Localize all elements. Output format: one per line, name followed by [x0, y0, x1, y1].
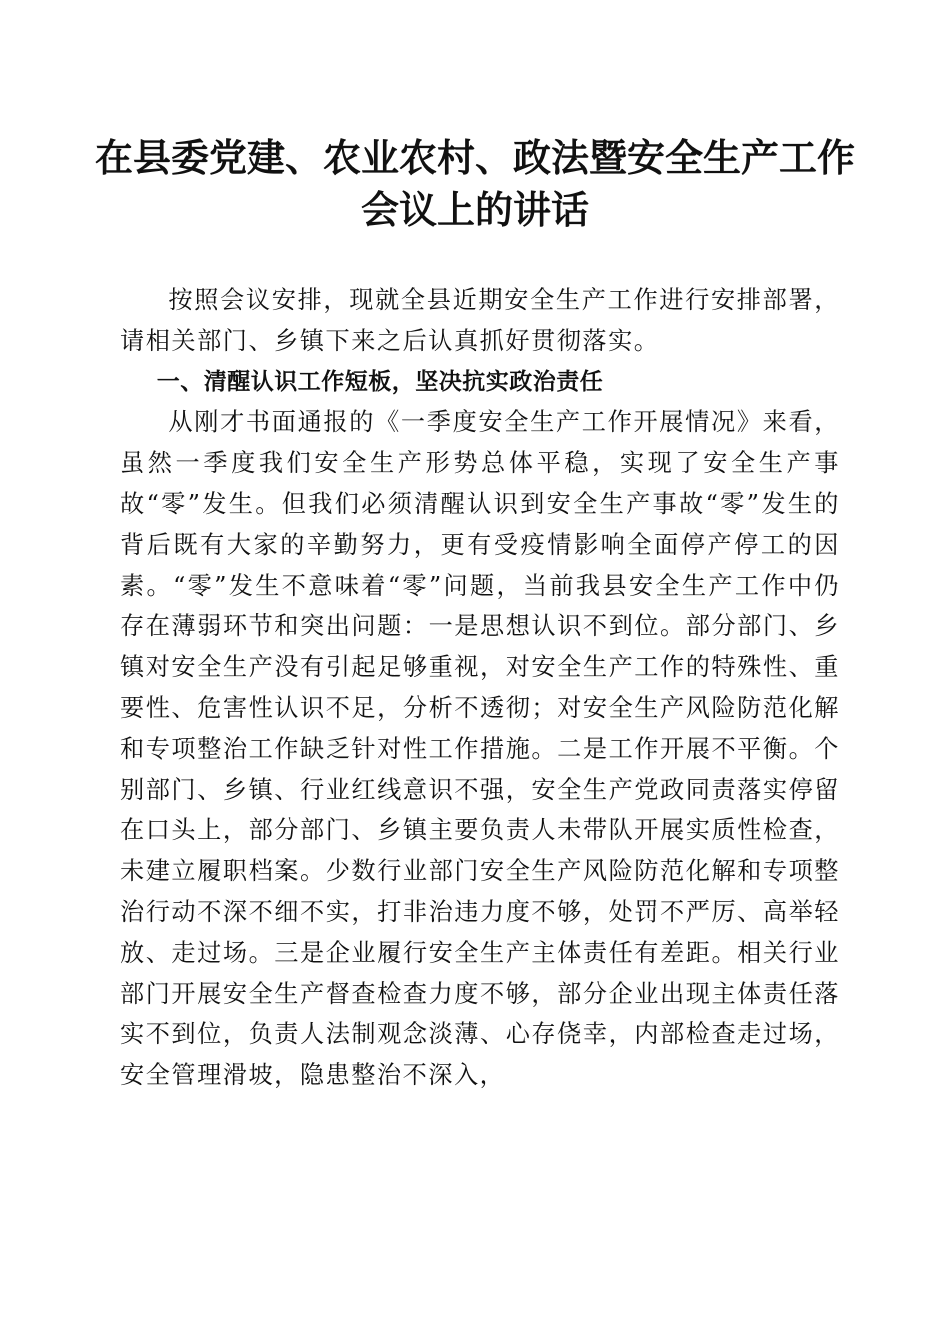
intro-paragraph: 按照会议安排，现就全县近期安全生产工作进行安排部署，请相关部门、乡镇下来之后认真抓好贯彻落实。 [120, 286, 840, 355]
document-title-line-1: 在县委党建、农业农村、政法暨安全生产工作 [94, 135, 855, 180]
document-title-line-2: 会议上的讲话 [360, 187, 589, 232]
section-heading: 一、清醒认识工作短板，坚决抗实政治责任 [156, 368, 604, 395]
section-paragraph: 从刚才书面通报的《一季度安全生产工作开展情况》来看，虽然一季度我们安全生产形势总体平稳，实现了安全生产事故“零”发生。但我们必须清醒认识到安全生产事故“零”发生的背后既有大家的辛勤努力，更有受疫情影响全面停产停工的因素。“零”发生不意味着“零”问题，当前我县安全生产工作中仍存在薄弱环节和突出问题：一是思想认识不到位。部分部门、乡镇对安全生产没有引起足够重视，对安全生产工作的特殊性、重要性、危害性认识不足，分析不透彻；对安全生产风险防范化解和专项整治工作缺乏针对性工作措施。二是工作开展不平衡。个别部门、乡镇、行业红线意识不强，安全生产党政同责落实停留在口头上，部分部门、乡镇主要负责人未带队开展实质性检查，未建立履职档案。少数行业部门安全生产风险防范化解和专项整治行动不深不细不实，打非治违力度不够，处罚不严厉、高举轻放、走过场。三是企业履行安全生产主体责任有差距。相关行业部门开展安全生产督查检查力度不够，部分企业出现主体责任落实不到位，负责人法制观念淡薄、心存侥幸，内部检查走过场，安全管理滑坡，隐患整治不深入， [120, 408, 840, 1090]
document-body [120, 280, 840, 1096]
